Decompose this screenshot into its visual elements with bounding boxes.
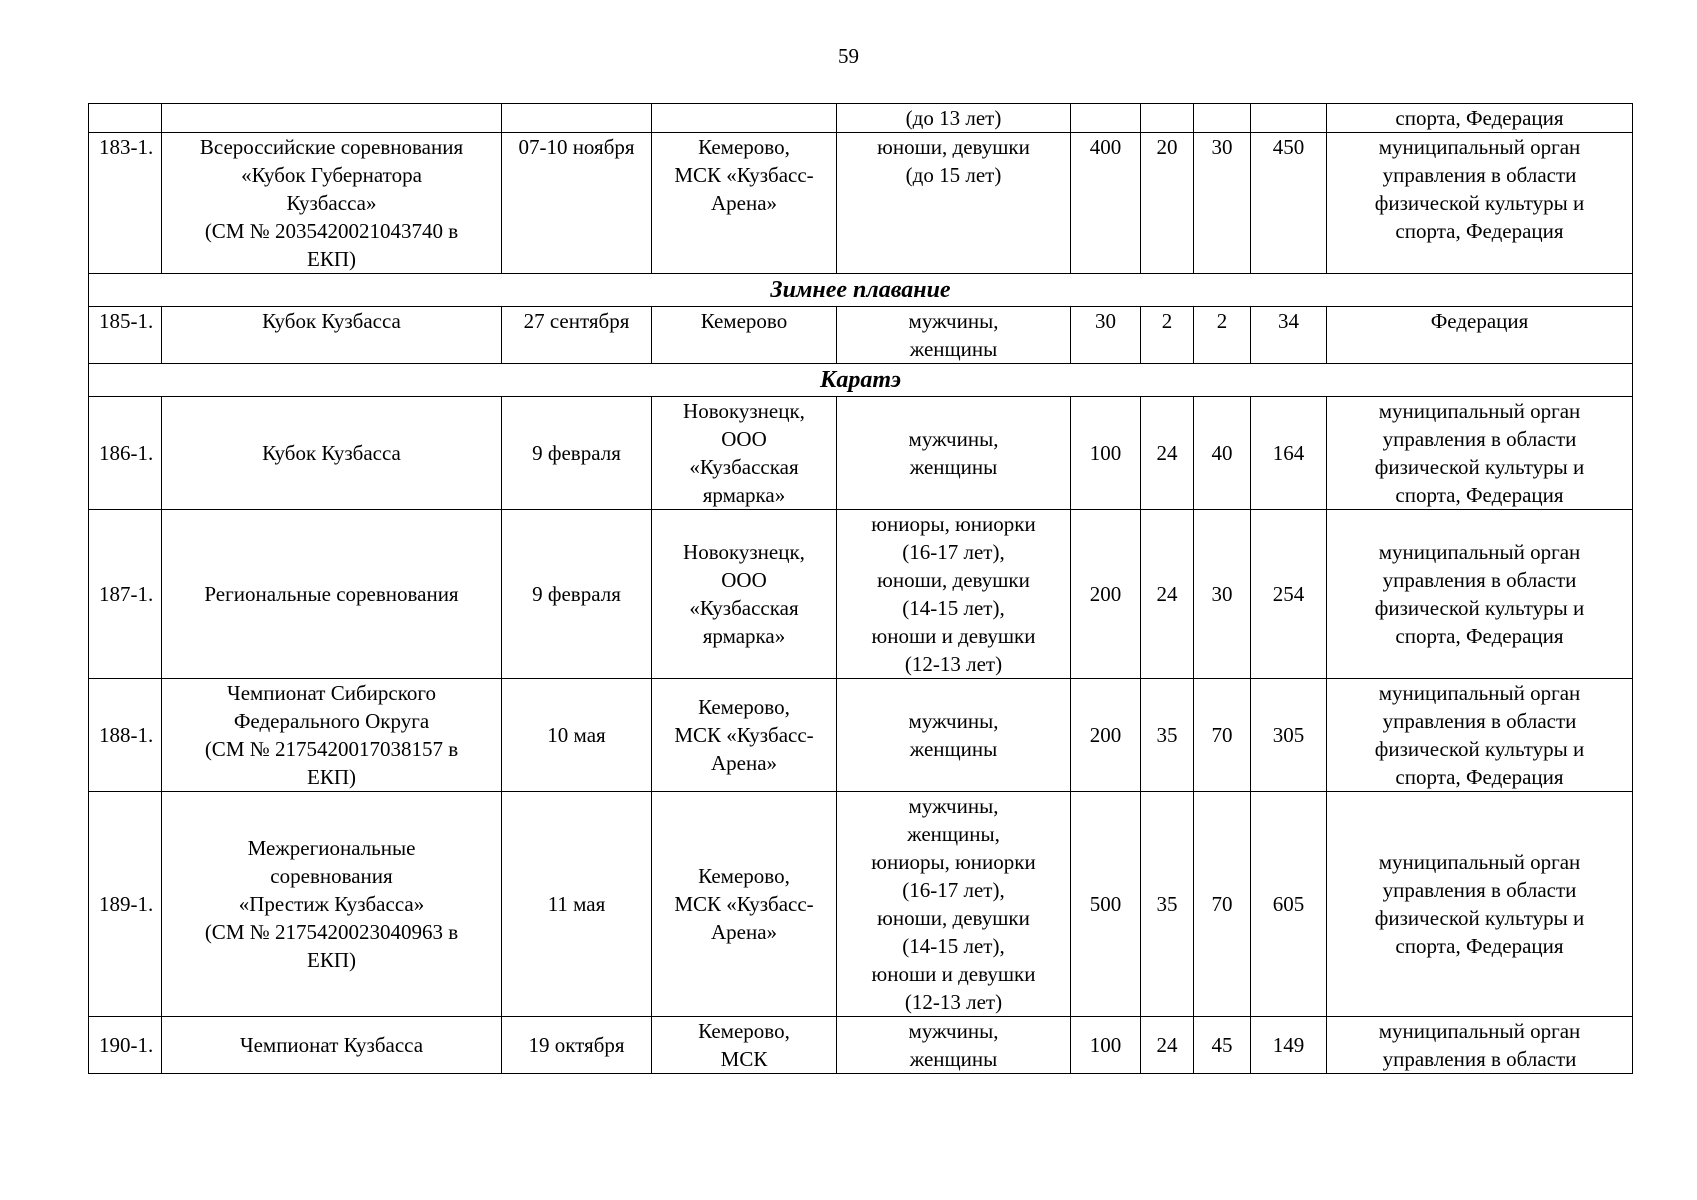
table-row (89, 133, 1633, 274)
place-line: Кемерово, (698, 695, 790, 719)
table-row (89, 679, 1633, 792)
event-name-line: Чемпионат Сибирского (227, 681, 436, 705)
participants-line: юниоры, юниорки (871, 512, 1036, 536)
event-name-line: ЕКП) (307, 948, 356, 972)
table-row (89, 792, 1633, 1017)
place-cell (652, 510, 837, 679)
place-line: ярмарка» (702, 624, 786, 648)
participants-cell (837, 679, 1071, 792)
section-title: Каратэ (89, 364, 1633, 397)
participants-line: юноши, девушки (877, 906, 1030, 930)
table-row (89, 510, 1633, 679)
organizer-line: спорта, Федерация (1395, 934, 1564, 958)
event-name-line: (СМ № 2035420021043740 в (204, 219, 459, 243)
event-name-line: ЕКП) (307, 765, 356, 789)
event-name-line: «Престиж Кузбасса» (238, 892, 425, 916)
event-name-line: Федерального Округа (233, 709, 430, 733)
place-line: «Кузбасская (689, 455, 799, 479)
number-cell: 189-1. (89, 792, 162, 1017)
event-name-line: Всероссийские соревнования (199, 135, 464, 159)
place-line: Арена» (710, 920, 778, 944)
participants-line: юноши, девушки (877, 568, 1030, 592)
number-cell: 185-1. (89, 307, 162, 364)
organizer-line: спорта, Федерация (1395, 106, 1564, 130)
organizer-cell (1327, 679, 1633, 792)
count-cell-3: 70 (1194, 679, 1251, 792)
table-row (89, 307, 1633, 364)
count-cell-3: 45 (1194, 1017, 1251, 1074)
participants-line: женщины (909, 337, 998, 361)
date-cell: 9 февраля (502, 510, 652, 679)
section-header-row (89, 364, 1633, 397)
participants-cell (837, 133, 1071, 274)
count-cell-1: 500 (1071, 792, 1141, 1017)
organizer-cell (1327, 307, 1633, 364)
number-cell: 183-1. (89, 133, 162, 274)
organizer-line: муниципальный орган (1378, 681, 1581, 705)
organizer-line: управления в области (1382, 1047, 1577, 1071)
event-name-line: ЕКП) (307, 247, 356, 271)
count-cell-1: 30 (1071, 307, 1141, 364)
participants-line: мужчины, (908, 1019, 999, 1043)
count-cell-2: 24 (1141, 1017, 1194, 1074)
organizer-cell (1327, 1017, 1633, 1074)
organizer-line: физической культуры и (1374, 455, 1585, 479)
participants-line: мужчины, (908, 709, 999, 733)
organizer-cell (1327, 792, 1633, 1017)
count-cell-1: 400 (1071, 133, 1141, 274)
count-cell-1 (1071, 104, 1141, 133)
date-cell: 10 мая (502, 679, 652, 792)
participants-line: мужчины, (908, 427, 999, 451)
number-cell (89, 104, 162, 133)
place-line: Кемерово, (698, 864, 790, 888)
participants-line: (14-15 лет), (902, 934, 1005, 958)
place-cell (652, 307, 837, 364)
number-cell: 188-1. (89, 679, 162, 792)
participants-cell (837, 104, 1071, 133)
organizer-line: муниципальный орган (1378, 540, 1581, 564)
organizer-line: спорта, Федерация (1395, 624, 1564, 648)
place-cell (652, 133, 837, 274)
total-cell: 305 (1251, 679, 1327, 792)
organizer-line: управления в области (1382, 427, 1577, 451)
count-cell-3 (1194, 104, 1251, 133)
total-cell (1251, 104, 1327, 133)
organizer-line: муниципальный орган (1378, 1019, 1581, 1043)
date-cell: 27 сентября (502, 307, 652, 364)
participants-cell (837, 510, 1071, 679)
events-table (88, 103, 1633, 1074)
organizer-line: управления в области (1382, 878, 1577, 902)
table-body (89, 104, 1633, 1074)
participants-line: (14-15 лет), (902, 596, 1005, 620)
count-cell-2: 24 (1141, 397, 1194, 510)
count-cell-3: 2 (1194, 307, 1251, 364)
event-name-cell (162, 510, 502, 679)
organizer-line: спорта, Федерация (1395, 483, 1564, 507)
organizer-cell (1327, 104, 1633, 133)
organizer-line: муниципальный орган (1378, 850, 1581, 874)
event-name-cell (162, 679, 502, 792)
count-cell-1: 100 (1071, 397, 1141, 510)
count-cell-3: 30 (1194, 510, 1251, 679)
participants-line: (16-17 лет), (902, 878, 1005, 902)
place-cell (652, 679, 837, 792)
event-name-cell (162, 792, 502, 1017)
total-cell: 605 (1251, 792, 1327, 1017)
participants-line: женщины (909, 737, 998, 761)
participants-line: (12-13 лет) (904, 990, 1003, 1014)
organizer-line: Федерация (1430, 309, 1529, 333)
count-cell-1: 100 (1071, 1017, 1141, 1074)
participants-line: юниоры, юниорки (871, 850, 1036, 874)
section-title: Зимнее плавание (89, 274, 1633, 307)
participants-line: женщины, (907, 822, 1000, 846)
date-cell: 11 мая (502, 792, 652, 1017)
event-name-cell (162, 307, 502, 364)
place-cell (652, 397, 837, 510)
count-cell-1: 200 (1071, 510, 1141, 679)
page-number: 59 (838, 44, 859, 68)
number-cell: 187-1. (89, 510, 162, 679)
participants-line: мужчины, (908, 309, 999, 333)
place-line: «Кузбасская (689, 596, 799, 620)
section-header-row (89, 274, 1633, 307)
organizer-line: управления в области (1382, 709, 1577, 733)
event-name-cell (162, 133, 502, 274)
count-cell-2: 2 (1141, 307, 1194, 364)
place-line: Кемерово, (698, 1019, 790, 1043)
participants-line: юноши, девушки (877, 135, 1030, 159)
count-cell-2: 20 (1141, 133, 1194, 274)
place-line: Новокузнецк, (683, 540, 805, 564)
count-cell-3: 70 (1194, 792, 1251, 1017)
table-row (89, 397, 1633, 510)
organizer-line: управления в области (1382, 163, 1577, 187)
event-name-line: Чемпионат Кузбасса (239, 1033, 424, 1057)
participants-line: (12-13 лет) (904, 652, 1003, 676)
place-line: МСК (720, 1047, 768, 1071)
event-name-cell (162, 104, 502, 133)
participants-line: женщины (909, 455, 998, 479)
count-cell-2: 24 (1141, 510, 1194, 679)
place-cell (652, 104, 837, 133)
place-line: Новокузнецк, (683, 399, 805, 423)
place-line: Кемерово (700, 309, 788, 333)
participants-line: (до 15 лет) (905, 163, 1002, 187)
place-line: МСК «Кузбасс- (674, 892, 814, 916)
event-name-line: Региональные соревнования (204, 582, 459, 606)
participants-cell (837, 792, 1071, 1017)
event-name-line: Кубок Кузбасса (262, 309, 401, 333)
date-cell: 07-10 ноября (502, 133, 652, 274)
event-name-cell (162, 1017, 502, 1074)
date-cell (502, 104, 652, 133)
count-cell-2: 35 (1141, 679, 1194, 792)
participants-line: (16-17 лет), (902, 540, 1005, 564)
event-name-line: Межрегиональные (247, 836, 416, 860)
count-cell-1: 200 (1071, 679, 1141, 792)
organizer-cell (1327, 397, 1633, 510)
count-cell-3: 40 (1194, 397, 1251, 510)
place-cell (652, 792, 837, 1017)
event-name-line: соревнования (270, 864, 393, 888)
table-row (89, 104, 1633, 133)
place-line: Арена» (710, 751, 778, 775)
count-cell-3: 30 (1194, 133, 1251, 274)
place-cell (652, 1017, 837, 1074)
event-name-line: Кузбасса» (286, 191, 377, 215)
participants-line: женщины (909, 1047, 998, 1071)
total-cell: 254 (1251, 510, 1327, 679)
place-line: МСК «Кузбасс- (674, 723, 814, 747)
total-cell: 149 (1251, 1017, 1327, 1074)
participants-line: мужчины, (908, 794, 999, 818)
organizer-line: управления в области (1382, 568, 1577, 592)
participants-line: (до 13 лет) (905, 106, 1002, 130)
organizer-cell (1327, 133, 1633, 274)
total-cell: 450 (1251, 133, 1327, 274)
participants-line: юноши и девушки (871, 624, 1036, 648)
number-cell: 186-1. (89, 397, 162, 510)
event-name-line: (СМ № 2175420023040963 в (204, 920, 459, 944)
participants-line: юноши и девушки (871, 962, 1036, 986)
event-name-line: (СМ № 2175420017038157 в (204, 737, 459, 761)
event-name-line: Кубок Кузбасса (262, 441, 401, 465)
organizer-line: муниципальный орган (1378, 399, 1581, 423)
place-line: ярмарка» (702, 483, 786, 507)
place-line: МСК «Кузбасс- (674, 163, 814, 187)
place-line: ООО (721, 427, 767, 451)
organizer-line: физической культуры и (1374, 596, 1585, 620)
participants-cell (837, 1017, 1071, 1074)
organizer-line: спорта, Федерация (1395, 219, 1564, 243)
organizer-cell (1327, 510, 1633, 679)
participants-cell (837, 397, 1071, 510)
total-cell: 164 (1251, 397, 1327, 510)
place-line: ООО (721, 568, 767, 592)
organizer-line: физической культуры и (1374, 906, 1585, 930)
total-cell: 34 (1251, 307, 1327, 364)
participants-cell (837, 307, 1071, 364)
event-name-cell (162, 397, 502, 510)
count-cell-2: 35 (1141, 792, 1194, 1017)
organizer-line: физической культуры и (1374, 191, 1585, 215)
number-cell: 190-1. (89, 1017, 162, 1074)
organizer-line: муниципальный орган (1378, 135, 1581, 159)
organizer-line: спорта, Федерация (1395, 765, 1564, 789)
organizer-line: физической культуры и (1374, 737, 1585, 761)
place-line: Арена» (710, 191, 778, 215)
date-cell: 9 февраля (502, 397, 652, 510)
date-cell: 19 октября (502, 1017, 652, 1074)
place-line: Кемерово, (698, 135, 790, 159)
event-name-line: «Кубок Губернатора (241, 163, 422, 187)
count-cell-2 (1141, 104, 1194, 133)
table-row (89, 1017, 1633, 1074)
